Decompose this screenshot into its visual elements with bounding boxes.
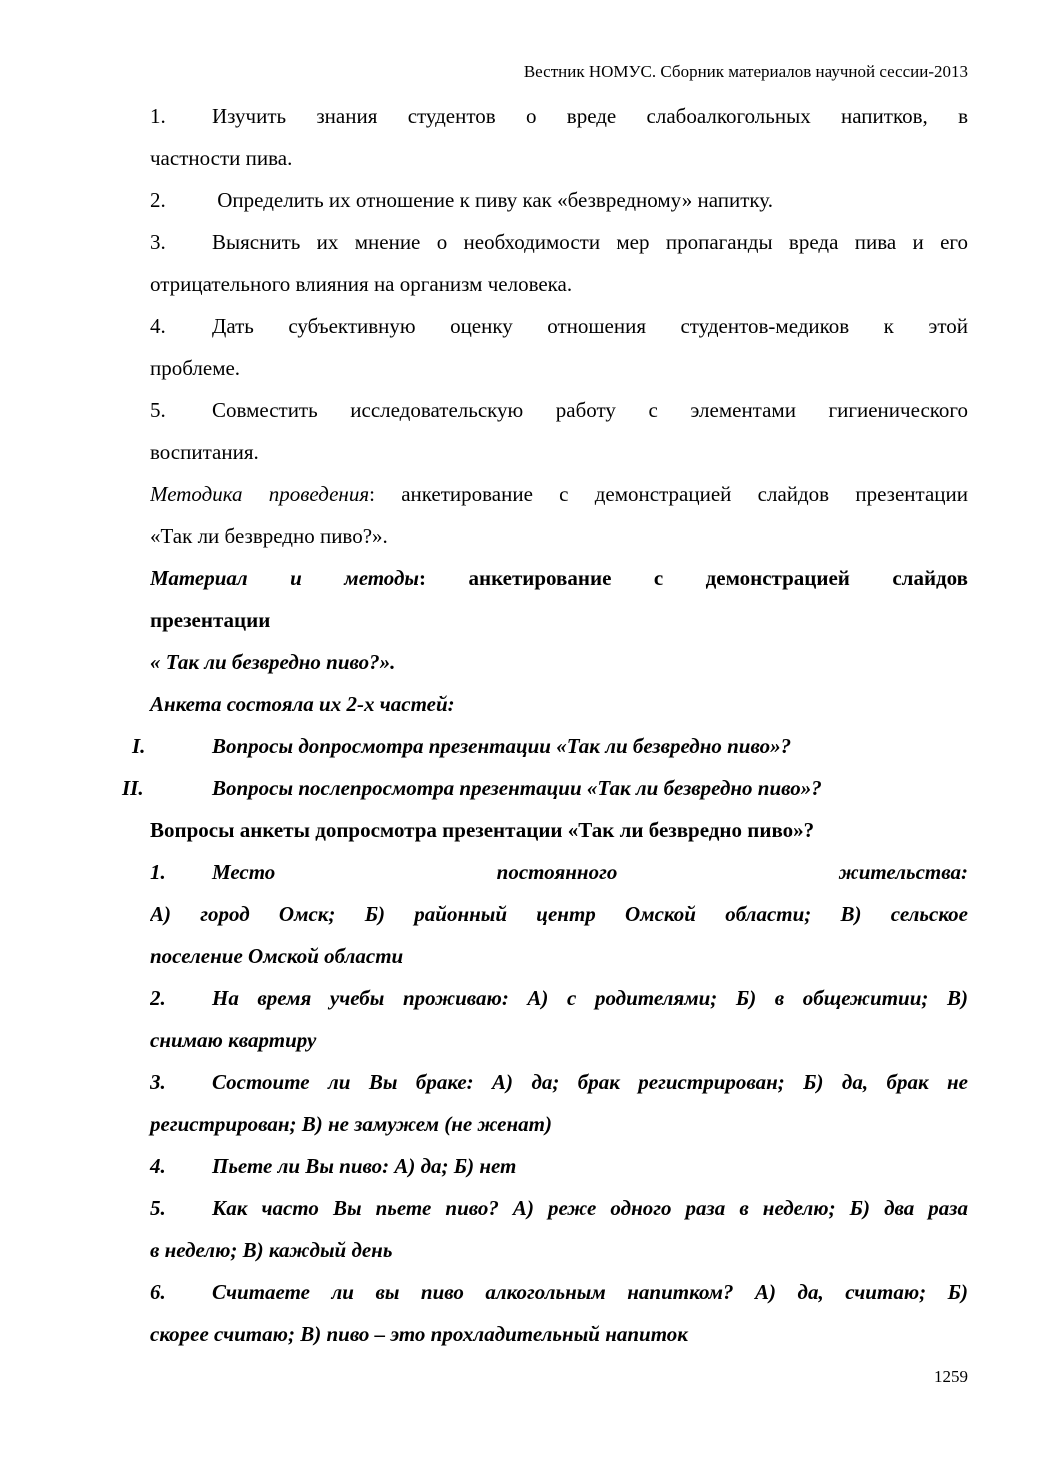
question-1-line3: поселение Омской области <box>150 944 404 968</box>
task-4-line1: 4. Дать субъективную оценку отношения студентов-медиков к этой <box>150 305 968 347</box>
question-6-line1: 6. Считаете ли вы пиво алкогольным напитком? А) да, считаю; Б) <box>150 1271 968 1313</box>
page-number: 1259 <box>934 1367 968 1386</box>
question-number: 4. <box>150 1154 166 1178</box>
running-header: Вестник НОМУС. Сборник материалов научной сессии-2013 <box>523 62 968 81</box>
task-1-line1: 1. Изучить знания студентов о вреде слабоалкогольных напитков, в <box>150 95 968 137</box>
question-4-line1: 4. Пьете ли Вы пиво: А) да; Б) нет <box>150 1145 968 1187</box>
materials-line3: « Так ли безвредно пиво?». <box>150 650 396 674</box>
materials-line1: Материал и методы: анкетирование с демонстрацией слайдов <box>150 566 968 590</box>
task-number: 1. <box>150 104 166 128</box>
task-number: 3. <box>150 230 166 254</box>
part-number: I. <box>132 734 146 758</box>
question-5-line2: в неделю; В) каждый день <box>150 1238 393 1262</box>
task-number: 2. <box>150 188 166 212</box>
task-2-line1: 2. Определить их отношение к пиву как «безвредному» напитку. <box>150 179 968 221</box>
task-3-line1: 3. Выяснить их мнение о необходимости мер пропаганды вреда пива и его <box>150 221 968 263</box>
question-6-line2: скорее считаю; В) пиво – это прохладительный напиток <box>150 1322 688 1346</box>
part-2: II. Вопросы послепросмотра презентации «Так ли безвредно пиво»? <box>150 767 968 809</box>
task-1-line2: частности пива. <box>150 146 293 170</box>
questions-heading: Вопросы анкеты допросмотра презентации «Так ли безвредно пиво»? <box>150 818 815 842</box>
page-body <box>122 95 968 1355</box>
part-1: I. Вопросы допросмотра презентации «Так ли безвредно пиво»? <box>150 725 968 767</box>
question-3-line2: регистрирован; В) не замужем (не женат) <box>150 1112 552 1136</box>
task-number: 4. <box>150 314 166 338</box>
task-3-line2: отрицательного влияния на организм человека. <box>150 272 573 296</box>
question-number: 1. <box>150 860 166 884</box>
task-5-line1: 5. Совместить исследовательскую работу с элементами гигиенического <box>150 389 968 431</box>
question-1-line1: 1. Место постоянного жительства: <box>150 851 968 893</box>
materials-line2: презентации <box>150 608 271 632</box>
task-4-line2: проблеме. <box>150 356 241 380</box>
question-number: 6. <box>150 1280 166 1304</box>
methodology-label: Методика проведения <box>150 482 370 506</box>
question-number: 5. <box>150 1196 166 1220</box>
question-5-line1: 5. Как часто Вы пьете пиво? А) реже одного раза в неделю; Б) два раза <box>150 1187 968 1229</box>
methodology-line1: Методика проведения: анкетирование с демонстрацией слайдов презентации <box>150 482 968 506</box>
part-number: II. <box>122 776 144 800</box>
question-2-line2: снимаю квартиру <box>150 1028 317 1052</box>
materials-label: Материал и методы <box>150 566 420 590</box>
task-5-line2: воспитания. <box>150 440 259 464</box>
question-number: 2. <box>150 986 166 1010</box>
methodology-line2: «Так ли безвредно пиво?». <box>150 524 388 548</box>
question-number: 3. <box>150 1070 166 1094</box>
task-number: 5. <box>150 398 166 422</box>
question-1-line2: А) город Омск; Б) районный центр Омской области; В) сельское <box>150 902 968 926</box>
question-3-line1: 3. Состоите ли Вы браке: А) да; брак регистрирован; Б) да, брак не <box>150 1061 968 1103</box>
questionnaire-intro: Анкета состояла их 2-х частей: <box>150 692 455 716</box>
question-2-line1: 2. На время учебы проживаю: А) с родителями; Б) в общежитии; В) <box>150 977 968 1019</box>
